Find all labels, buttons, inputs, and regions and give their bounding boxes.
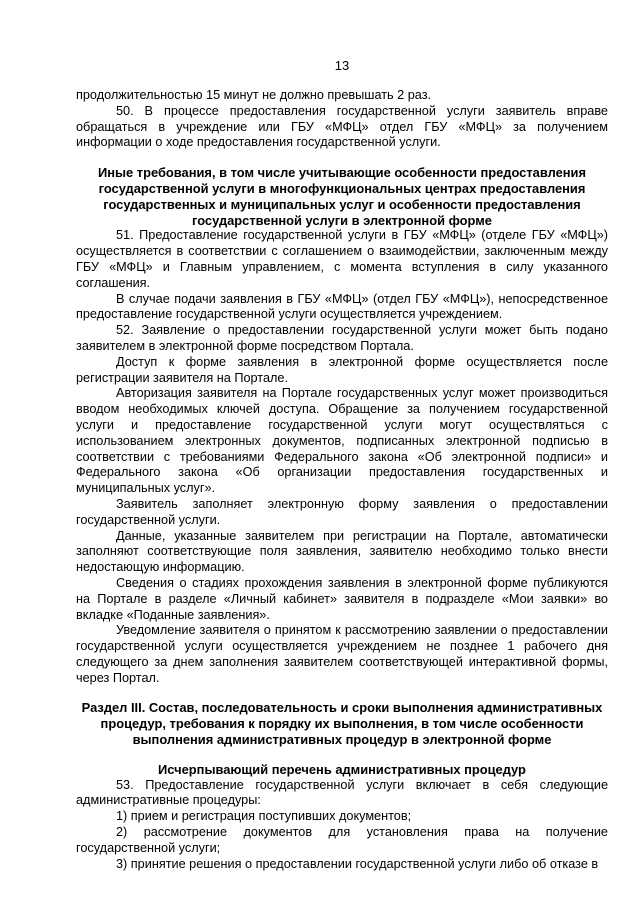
paragraph: продолжительностью 15 минут не должно превышать 2 раз. bbox=[76, 88, 432, 102]
section-heading: Иные требования, в том числе учитывающие особенности предоставления государственной услуги в многофункциональных центрах предоставления государственных и муниципальных услуг и особенности предоставления государственной услуги в электронной форме bbox=[97, 165, 587, 228]
paragraph: 52. Заявление о предоставлении государственной услуги может быть подано заявителем в электронной форме посредством Портала. bbox=[76, 323, 608, 353]
paragraph: 51. Предоставление государственной услуги в ГБУ «МФЦ» (отделе ГБУ «МФЦ») осуществляется в соответствии с соглашением о взаимодействии, заключенным между ГБУ «МФЦ» и Главным управлением, с момента вступления в силу указанного соглашения. bbox=[76, 228, 608, 290]
paragraph: Доступ к форме заявления в электронной форме осуществляется после регистрации заявителя на Портале. bbox=[76, 354, 608, 385]
paragraph: Заявитель заполняет электронную форму заявления о предоставлении государственной услуги. bbox=[76, 496, 608, 527]
paragraph: 50. В процессе предоставления государственной услуги заявитель вправе обращаться в учреждение или ГБУ «МФЦ» отдел ГБУ «МФЦ» за получением информации о ходе предоставления государственной услуги. bbox=[76, 103, 608, 150]
subsection-heading: Исчерпывающий перечень административных процедур bbox=[158, 761, 526, 777]
section-heading: Раздел III. Состав, последовательность и сроки выполнения административных процедур, требования к порядку их выполнения, в том числе особенности выполнения административных процедур в электронной форме bbox=[81, 700, 603, 748]
list-item: 3) принятие решения о предоставлении государственной услуги либо об отказе в bbox=[116, 856, 599, 871]
page-number: 13 bbox=[334, 58, 350, 73]
paragraph: Авторизация заявителя на Портале государственных услуг может производиться вводом необходимых ключей доступа. Обращение за получением государственной услуги и предоставление государственной услуги могут осуществляться с использованием электронных документов, подписанных электронной подписью в соответствии с требованиями Федерального закона «Об электронной подписи» и Федерального закона «Об организации предоставления государственных и муниципальных услуг». bbox=[76, 386, 608, 496]
paragraph: Уведомление заявителя о принятом к рассмотрению заявлении о предоставлении государственной услуги осуществляется учреждением не позднее 1 рабочего дня следующего за днем заполнения заявителем соответствующей интерактивной формы, через Портал. bbox=[76, 623, 608, 685]
paragraph: Данные, указанные заявителем при регистрации на Портале, автоматически заполняют соответствующие поля заявления, заявителю необходимо только внести недостающую информацию. bbox=[76, 528, 608, 575]
list-item: 2) рассмотрение документов для установления права на получение государственной услуги; bbox=[76, 825, 608, 855]
list-item: 1) прием и регистрация поступивших документов; bbox=[116, 809, 412, 824]
paragraph: 53. Предоставление государственной услуги включает в себя следующие административные процедуры: bbox=[76, 777, 608, 808]
paragraph: В случае подачи заявления в ГБУ «МФЦ» (отдел ГБУ «МФЦ»), непосредственное предоставление государственной услуги осуществляется учреждением. bbox=[76, 291, 608, 322]
paragraph: Сведения о стадиях прохождения заявления в электронной форме публикуются на Портале в разделе «Личный кабинет» заявителя в подразделе «Мои заявки» во вкладке «Поданные заявления». bbox=[76, 575, 608, 622]
